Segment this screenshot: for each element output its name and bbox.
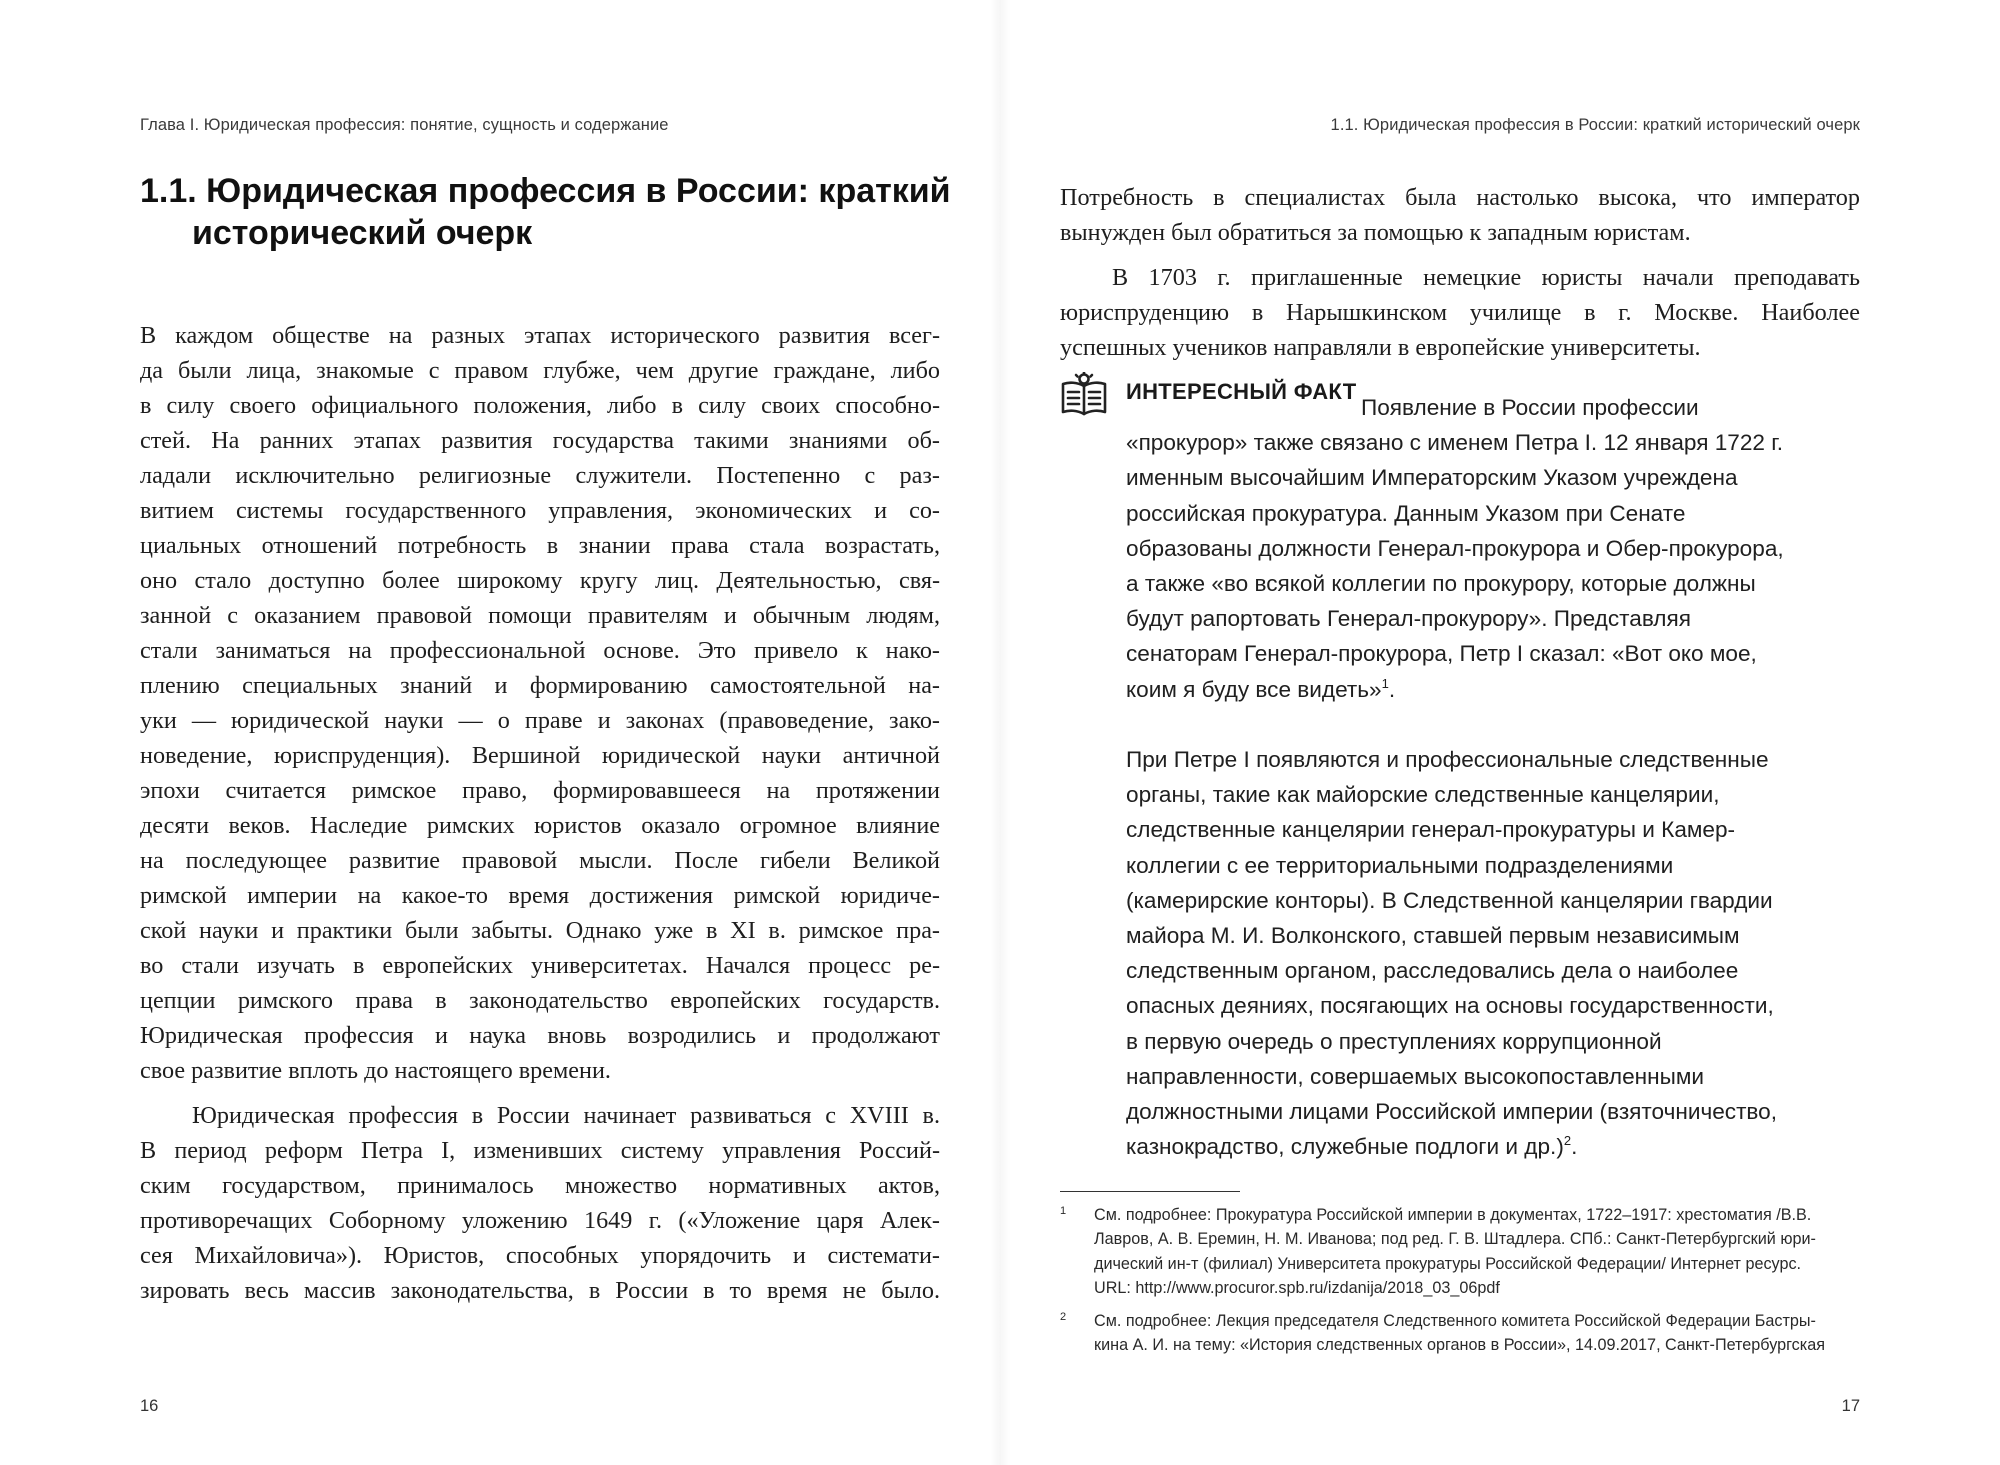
footnote-ref[interactable]: 1 — [1381, 675, 1389, 691]
page-number-right: 17 — [1841, 1397, 1860, 1415]
text-line: ской науки и практики были забыты. Однако уже в XI в. римское пра- — [140, 917, 940, 944]
left-body-text — [140, 318, 940, 1308]
text-line: эпохи считается римское право, формировавшееся на протяжении — [140, 777, 940, 804]
text-line: Появление в России профессии — [1361, 395, 1699, 420]
text-line: образованы должности Генерал-прокурора и Обер-прокурора, — [1126, 535, 1784, 561]
text-line: В каждом обществе на разных этапах исторического развития всег- — [140, 322, 940, 349]
text-line: оно стало доступно более широкому кругу лиц. Деятельностью, свя- — [140, 567, 940, 594]
paragraph-gap — [1126, 707, 1860, 742]
book-lightbulb-icon — [1060, 372, 1108, 416]
footnote-ref[interactable]: 2 — [1563, 1133, 1572, 1149]
text-line: в первую очередь о преступлениях коррупционной — [1126, 1028, 1662, 1054]
footnote-line: дический ин-т (филиал) Университета прокуратуры Российской Федерации/ Интернет ресурс. — [1094, 1254, 1802, 1273]
text-line: десяти веков. Наследие римских юристов оказало огромное влияние — [140, 812, 940, 839]
text-line: Юридическая профессия в России начинает развиваться с XVIII в. — [192, 1102, 940, 1129]
paragraph — [140, 318, 940, 1088]
text-line — [1126, 672, 1860, 707]
footnote-mark: 1 — [1060, 1205, 1067, 1217]
footnotes — [1060, 1203, 1860, 1357]
text-line: коллегии с ее территориальными подразделениями — [1126, 852, 1674, 878]
left-running-head: Глава I. Юридическая профессия: понятие, сущность и содержание — [140, 116, 669, 134]
footnote-line: Лавров, А. В. Еремин, Н. М. Иванова; под ред. Г. В. Штадлера. СПб.: Санкт-Петербургский юри- — [1094, 1230, 1816, 1249]
fact-text — [1126, 390, 1860, 1164]
text-line: будут рапортовать Генерал-прокурору». Представляя — [1126, 606, 1691, 632]
text-line: следственные канцелярии генерал-прокуратуры и Камер- — [1126, 817, 1736, 843]
text-line: занной с оказанием правовой помощи правителям и обычным людям, — [140, 602, 940, 629]
text-line: При Петре I появляются и профессиональные следственные — [1126, 747, 1769, 773]
text-line: зировать весь массив законодательства, в России в то время не было. — [140, 1277, 940, 1304]
text-line: органы, такие как майорские следственные канцелярии, — [1126, 782, 1720, 808]
text-line: новедение, юриспруденция). Вершиной юридической науки античной — [140, 742, 940, 769]
right-body-text — [1060, 180, 1860, 365]
text-line: В 1703 г. приглашенные немецкие юристы начали преподавать — [1112, 264, 1860, 291]
paragraph — [140, 1098, 940, 1308]
text-line: успешных учеников направляли в европейские университеты. — [1060, 334, 1701, 361]
paragraph — [1060, 180, 1860, 250]
footnote-mark: 2 — [1060, 1310, 1067, 1323]
text-line: ладали исключительно религиозные служители. Постепенно с раз- — [140, 462, 940, 489]
text-line: в силу своего официального положения, либо в силу своих способно- — [140, 392, 940, 419]
text-line: на последующее развитие правовой мысли. После гибели Великой — [140, 847, 940, 874]
text-line: должностными лицами Российской империи (взяточничество, — [1126, 1099, 1778, 1125]
text-line: цепции римского права в законодательство европейских государств. — [140, 987, 940, 1014]
text-fragment: . — [1388, 676, 1396, 702]
section-title — [140, 170, 951, 254]
text-line: плению специальных знаний и формированию самостоятельной на- — [140, 672, 940, 699]
text-line: В период реформ Петра I, изменивших систему управления Россий- — [140, 1137, 940, 1164]
section-title-line: исторический очерк — [192, 214, 533, 252]
fact-label: ИНТЕРЕСНЫЙ ФАКТ — [1126, 379, 1357, 404]
footnote-url[interactable]: URL: http://www.procuror.spb.ru/izdanija/2018_03_06pdf — [1094, 1279, 1500, 1298]
text-line: свое развитие вплоть до настоящего времени. — [140, 1057, 611, 1084]
text-line: сенаторам Генерал-прокурора, Петр I сказал: «Вот око мое, — [1126, 641, 1757, 667]
text-line: ским государством, принималось множество нормативных актов, — [140, 1172, 940, 1199]
footnote — [1060, 1203, 1860, 1301]
text-line: опасных деяниях, посягающих на основы государственности, — [1126, 993, 1774, 1019]
text-fragment: коим я буду все видеть» — [1126, 676, 1382, 702]
text-line: во стали изучать в европейских университетах. Начался процесс ре- — [140, 952, 940, 979]
text-line: стей. На ранних этапах развития государства такими знаниями об- — [140, 427, 940, 454]
text-fragment: казнокрадство, служебные подлоги и др.) — [1126, 1134, 1564, 1160]
text-line: римской империи на какое-то время достижения римской юридиче- — [140, 882, 940, 909]
right-running-head: 1.1. Юридическая профессия в России: краткий исторический очерк — [1330, 116, 1860, 134]
text-line — [1126, 1129, 1860, 1164]
text-line: Юридическая профессия и наука вновь возродились и продолжают — [140, 1022, 940, 1049]
text-line: майора М. И. Волконского, ставшей первым независимым — [1126, 923, 1740, 949]
text-line: Потребность в специалистах была настолько высока, что император — [1060, 184, 1860, 211]
text-line: российская прокуратура. Данным Указом при Сенате — [1126, 500, 1686, 526]
footnote — [1060, 1309, 1860, 1358]
page-number-left: 16 — [140, 1397, 159, 1415]
text-line: направленности, совершаемых высокопоставленными — [1126, 1063, 1704, 1089]
text-line: циальных отношений потребность в знании права стала возрастать, — [140, 532, 940, 559]
text-line: витием системы государственного управления, экономических и со- — [140, 497, 940, 524]
section-title-line: 1.1. Юридическая профессия в России: краткий — [140, 172, 951, 210]
text-line: юриспруденцию в Нарышкинском училище в г. Москве. Наиболее — [1060, 299, 1860, 326]
footnote-divider — [1060, 1191, 1240, 1192]
footnote-line: См. подробнее: Прокуратура Российской империи в документах, 1722–1917: хрестоматия /В.В. — [1094, 1206, 1812, 1224]
paragraph — [1060, 260, 1860, 365]
text-line: вынужден был обратиться за помощью к западным юристам. — [1060, 219, 1691, 246]
footnote-line: См. подробнее: Лекция председателя Следственного комитета Российской Федерации Бастры- — [1094, 1311, 1816, 1330]
text-line: следственным органом, расследовались дела о наиболее — [1126, 958, 1739, 984]
text-line: именным высочайшим Императорским Указом учреждена — [1126, 465, 1738, 491]
text-fragment: . — [1571, 1134, 1578, 1160]
text-line: стали заниматься на профессиональной основе. Это привело к нако- — [140, 637, 940, 664]
text-line: сея Михайловича»). Юристов, способных упорядочить и системати- — [140, 1242, 940, 1269]
footnote-line: кина А. И. на тему: «История следственных органов в России», 14.09.2017, Санкт-Петербургская — [1094, 1336, 1825, 1355]
text-line: уки — юридической науки — о праве и законах (правоведение, зако- — [140, 707, 940, 734]
text-line: противоречащих Соборному уложению 1649 г. («Уложение царя Алек- — [140, 1207, 940, 1234]
text-line: «прокурор» также связано с именем Петра I. 12 января 1722 г. — [1126, 430, 1784, 456]
text-line: (камерирские конторы). В Следственной канцелярии гвардии — [1126, 887, 1773, 913]
text-line: а также «во всякой коллегии по прокурору, которые должны — [1126, 571, 1756, 597]
text-line: да были лица, знакомые с правом глубже, чем другие граждане, либо — [140, 357, 940, 384]
